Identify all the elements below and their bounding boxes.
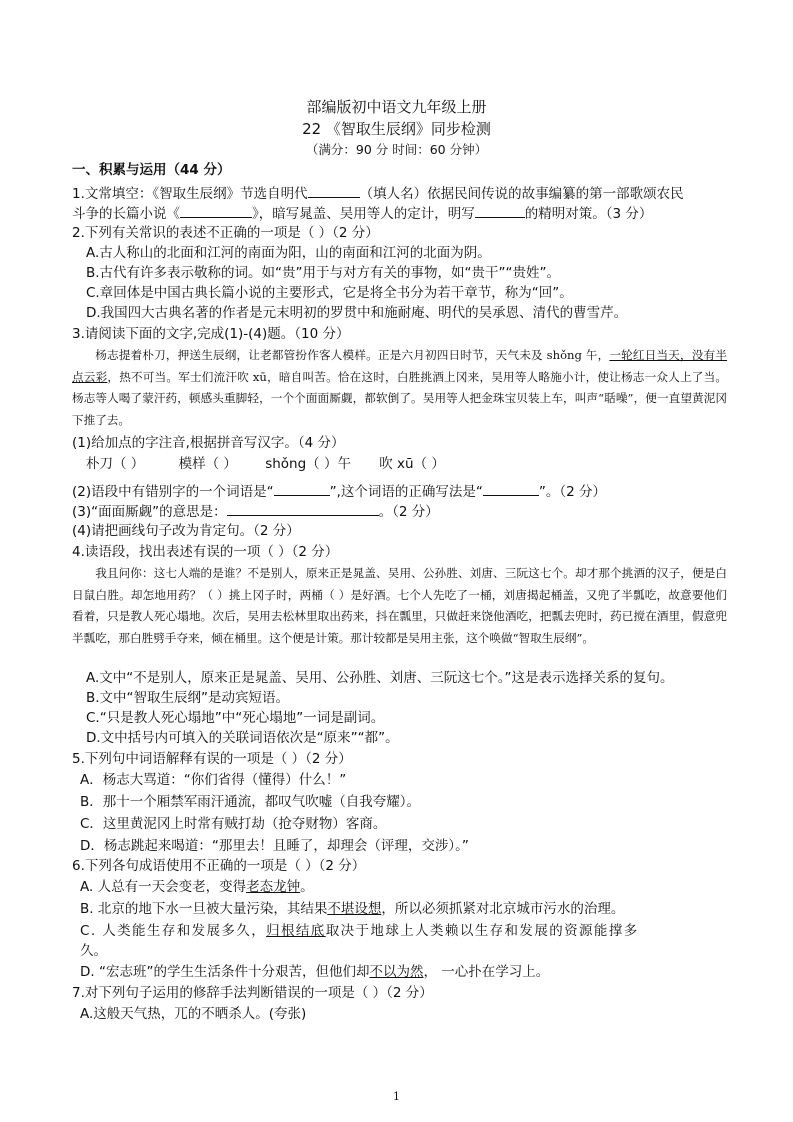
q5-option-a: A．杨志大骂道：“你们省得（懂得）什么！” — [80, 772, 347, 788]
q3-sub2: (2)语段中有错别字的一个词语是“ ”,这个词语的正确写法是“ ”。（2 分） — [72, 481, 732, 502]
q6-option-d: D. “宏志班”的学生生活条件十分艰苦，但他们却不以为然， 一心扑在学习上。 — [80, 964, 550, 980]
q5-option-c: C．这里黄泥冈上时常有贼打劫（抢夺财物）客商。 — [80, 816, 387, 832]
q4-option-d: D.文中括号内可填入的关联词语依次是“原来”“都”。 — [86, 730, 399, 746]
q4-stem: 4.读语段，找出表述有误的一项（ ）（2 分） — [72, 544, 339, 560]
section-heading: 一、积累与运用（44 分） — [72, 162, 231, 178]
q4-option-b: B.文中“智取生辰纲”是动宾短语。 — [86, 690, 290, 706]
q3-sub1: (1)给加点的字注音,根据拼音写汉字。（4 分） — [72, 435, 345, 451]
q6-option-c-cont: 久。 — [80, 943, 107, 959]
q7-option-a: A.这般天气热，兀的不晒杀人。(夸张) — [80, 1006, 307, 1022]
doc-meta: （满分：90 分 时间：60 分钟） — [305, 142, 488, 157]
doc-title: 部编版初中语文九年级上册 — [306, 98, 487, 116]
fill-blank[interactable] — [483, 481, 539, 496]
q6-option-c: C. 人类能生存和发展多久，归根结底取决于地球上人类赖以生存和发展的资源能撑多 — [80, 923, 639, 939]
q2-option-b: B.古代有许多表示敬称的词。如“贵”用于与对方有关的事物，如“贵干”“贵姓”。 — [86, 265, 561, 281]
q4-option-a: A.文中“不是别人，原来正是晁盖、吴用、公孙胜、刘唐、三阮这七个。”这是表示选择关系的复句。 — [86, 670, 674, 686]
q3-stem: 3.请阅读下面的文字,完成(1)-(4)题。（10 分） — [72, 326, 350, 342]
q2-option-a: A.古人称山的北面和江河的南面为阳，山的南面和江河的北面为阴。 — [86, 245, 491, 261]
page-number: 1 — [393, 1090, 400, 1103]
q3-sub1-items: 朴刀（ ） 模样（ ） shǒng（ ）午 吹 xū（ ） — [86, 456, 445, 472]
fill-blank[interactable] — [274, 481, 330, 496]
fill-blank[interactable] — [227, 501, 379, 516]
q2-option-d: D.我国四大古典名著的作者是元末明初的罗贯中和施耐庵、明代的吴承恩、清代的曹雪芹。 — [86, 305, 628, 321]
q1-line1: 1.文常填空：《智取生辰纲》节选自明代 （填人名）依据民间传说的故事编纂的第一部歌颂农民 — [72, 183, 732, 204]
q5-stem: 5.下列句中词语解释有误的一项是（ ）（2 分） — [72, 751, 352, 767]
q3-sub3: (3)“面面厮觑”的意思是： 。（2 分） — [72, 501, 732, 522]
q2-stem: 2.下列有关常识的表述不正确的一项是（ ）（2 分） — [72, 225, 379, 241]
fill-blank[interactable] — [180, 203, 252, 218]
fill-blank[interactable] — [475, 203, 525, 218]
q1-line2: 斗争的长篇小说《 》，暗写晁盖、吴用等人的定计，明写 的精明对策。（3 分） — [72, 203, 732, 224]
q5-option-b: B．那十一个厢禁军雨汗通流，都叹气吹嘘（自我夸耀）。 — [80, 794, 421, 810]
doc-subtitle: 22 《智取生辰纲》同步检测 — [302, 120, 491, 138]
fill-blank[interactable] — [308, 183, 360, 198]
q6-option-b: B. 北京的地下水一旦被大量污染，其结果不堪设想，所以必须抓紧对北京城市污水的治理。 — [80, 901, 625, 917]
q3-passage: 杨志提着朴刀，押送生辰纲，让老都管扮作客人模样。正是六月初四日时节，天气未及 shǒng 午，一轮红日当天，没有半点云彩，热不可当。军士们流汗吹 xū，暗自叫苦。恰在这时，白胜挑酒上冈来，吴用等人略施小计，使让杨志一众人上了当。杨志等人喝了蒙汗药，顿感头重脚轻，一个个面面厮觑，都软倒了。吴用等人把金珠宝贝装上车，叫声“聒噪”，便一直望黄泥冈下推了去。 — [72, 348, 727, 427]
q2-option-c: C.章回体是中国古典长篇小说的主要形式，它是将全书分为若干章节，称为“回”。 — [86, 285, 573, 301]
q7-stem: 7.对下列句子运用的修辞手法判断错误的一项是（ ）（2 分） — [72, 985, 433, 1001]
q6-stem: 6.下列各句成语使用不正确的一项是（ ）（2 分） — [72, 858, 366, 874]
q3-sub4: (4)请把画线句子改为肯定句。（2 分） — [72, 523, 300, 539]
q5-option-d: D．杨志跳起来喝道：“那里去！且睡了，却理会（评理，交涉）。” — [80, 838, 469, 854]
q4-passage: 我且问你：这七人端的是谁？不是别人，原来正是晁盖、吴用、公孙胜、刘唐、三阮这七个。却才那个挑酒的汉子，便是白日鼠白胜。却怎地用药？（ ）挑上冈子时，两桶（ ）是好酒。七个人先吃了一桶，刘唐揭起桶盖，又兜了半瓢吃，故意要他们看着，只是教人死心塌地。次后，吴用去松林里取出药来，抖在瓢里，只做赶来饶他酒吃，把瓢去兜时，药已搅在酒里，假意兜半瓢吃，那白胜劈手夺来，倾在桶里。这个便是计策。那计较都是吴用主张，这个唤做“智取生辰纲”。 — [72, 566, 727, 645]
q6-option-a: A. 人总有一天会变老，变得老态龙钟。 — [80, 879, 314, 895]
underlined-sentence: 一轮红日当天，没有半点云彩 — [72, 348, 727, 384]
q4-option-c: C.“只是教人死心塌地”中“死心塌地”一词是副词。 — [86, 710, 385, 726]
